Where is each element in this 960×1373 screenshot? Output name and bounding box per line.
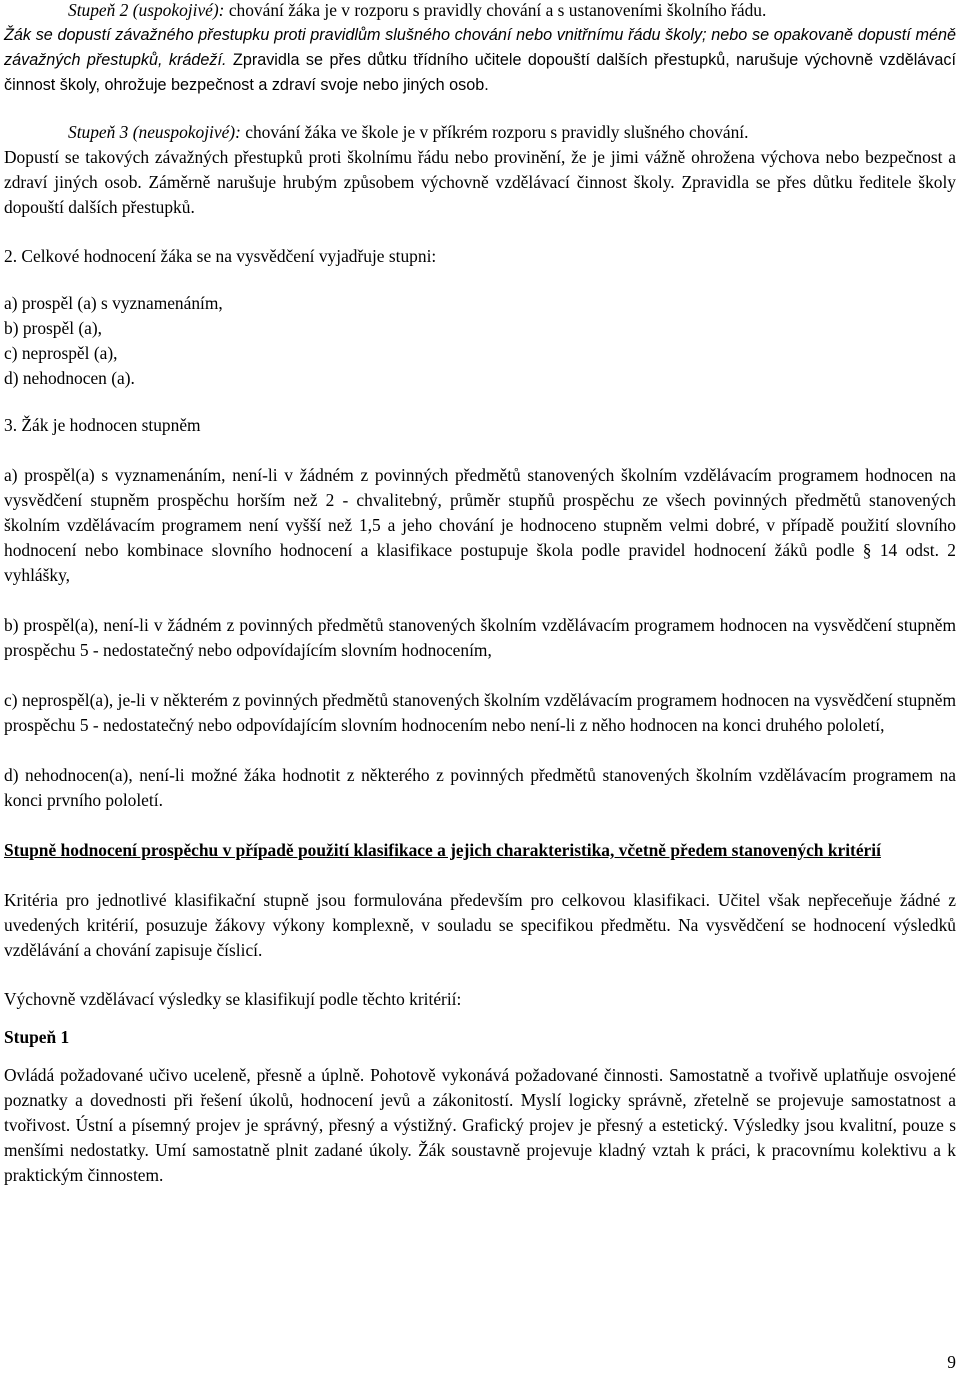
- grade2-label: Stupeň 2 (uspokojivé):: [68, 0, 225, 20]
- list-item: b) prospěl (a),: [4, 318, 103, 338]
- grade3-text: Dopustí se takových závažných přestupků proti školnímu řádu nebo provinění, že je jimi vážně ohrožena výchova nebo bezpečnost a zdraví jiných osob. Záměrně narušuje hrubým způsobem výchovně vzdělávací činnost školy. Zpravidla se přes důtku ředitele školy dopouští dalších přestupků.: [4, 147, 956, 217]
- grade2-paragraph: [4, 23, 956, 98]
- document-page: [4, 0, 956, 1188]
- grade1-text: Ovládá požadované učivo uceleně, přesně a úplně. Pohotově vykonává požadované činnosti. Samostatně a tvořivě uplatňuje osvojené poznatky a dovednosti při řešení úkolů, hodnocení jevů a zákonitostí. Myslí logicky správně, zřetelně se projevuje samostatnost a tvořivost. Ústní a písemný projev je správný, přesný a výstižný. Grafický projev je přesný a estetický. Výsledky jsou kvalitní, pouze s menšími nedostatky. Umí samostatně plnit zadané úkoly. Žák soustavně projevuje kladný vztah k práci, k pracovnímu kolektivu a k praktickým činnostem.: [4, 1065, 956, 1185]
- list-item: a) prospěl (a) s vyznamenáním,: [4, 293, 223, 313]
- page-number: 9: [947, 1352, 956, 1372]
- grade2-text-b: Zpravidla se přes důtku třídního učitele dopouští dalších přestupků, narušuje výchovně vzdělávací činnost školy, ohrožuje bezpečnost a zdraví svoje nebo jiných osob.: [4, 51, 956, 94]
- section3-heading: 3. Žák je hodnocen stupněm: [4, 415, 201, 435]
- grade3-line: [4, 120, 956, 145]
- criteria-heading: Stupně hodnocení prospěchu v případě použití klasifikace a jejich charakteristika, včetně předem stanovených kritérií: [4, 840, 881, 860]
- grade2-text-a: Žák se dopustí závažného přestupku proti pravidlům slušného chování nebo vnitřnímu řádu školy; nebo se opakovaně dopustí méně závažných přestupků, krádeží.: [4, 26, 956, 69]
- grade2-rest: chování žáka je v rozporu s pravidly chování a s ustanoveními školního řádu.: [224, 0, 767, 20]
- section3-item-d: d) nehodnocen(a), není-li možné žáka hodnotit z některého z povinných předmětů stanovených školním vzdělávacím programem na konci prvního pololetí.: [4, 765, 956, 810]
- grade3-label: Stupeň 3 (neuspokojivé):: [68, 122, 241, 142]
- criteria-intro: Kritéria pro jednotlivé klasifikační stupně jsou formulována především pro celkovou klasifikaci. Učitel však nepřeceňuje žádné z uvedených kritérií, posuzuje žákovy výkony komplexně, v souladu se specifikou předmětu. Na vysvědčení se hodnocení výsledků vzdělávání a chování zapisuje číslicí.: [4, 890, 956, 960]
- section3-item-a: a) prospěl(a) s vyznamenáním, není-li v žádném z povinných předmětů stanovených školním vzdělávacím programem hodnocen na vysvědčení stupněm prospěchu horším než 2 - chvalitebný, průměr stupňů prospěchu ze všech povinných předmětů stanovených školním vzdělávacím programem není vyšší než 1,5 a jeho chování je hodnoceno stupněm velmi dobré, v případě použití slovního hodnocení nebo kombinace slovního hodnocení a klasifikace postupuje škola podle pravidel hodnocení žáků podle § 14 odst. 2 vyhlášky,: [4, 465, 956, 585]
- list-item: d) nehodnocen (a).: [4, 368, 135, 388]
- grade1-heading: Stupeň 1: [4, 1027, 70, 1047]
- grade2-line: [4, 0, 956, 23]
- grade3-rest: chování žáka ve škole je v příkrém rozporu s pravidly slušného chování.: [240, 122, 749, 142]
- section2-list: [4, 291, 956, 391]
- section2-heading: 2. Celkové hodnocení žáka se na vysvědčení vyjadřuje stupni:: [4, 246, 437, 266]
- criteria-results-line: Výchovně vzdělávací výsledky se klasifikují podle těchto kritérií:: [4, 989, 462, 1009]
- section3-item-b: b) prospěl(a), není-li v žádném z povinných předmětů stanovených školním vzdělávacím programem hodnocen na vysvědčení stupněm prospěchu 5 - nedostatečný nebo odpovídajícím slovním hodnocením,: [4, 615, 956, 660]
- section3-item-c: c) neprospěl(a), je-li v některém z povinných předmětů stanovených školním vzdělávacím programem hodnocen na vysvědčení stupněm prospěchu 5 - nedostatečný nebo odpovídajícím slovním hodnocením nebo není-li z něho hodnocen na konci druhého pololetí,: [4, 690, 956, 735]
- list-item: c) neprospěl (a),: [4, 343, 118, 363]
